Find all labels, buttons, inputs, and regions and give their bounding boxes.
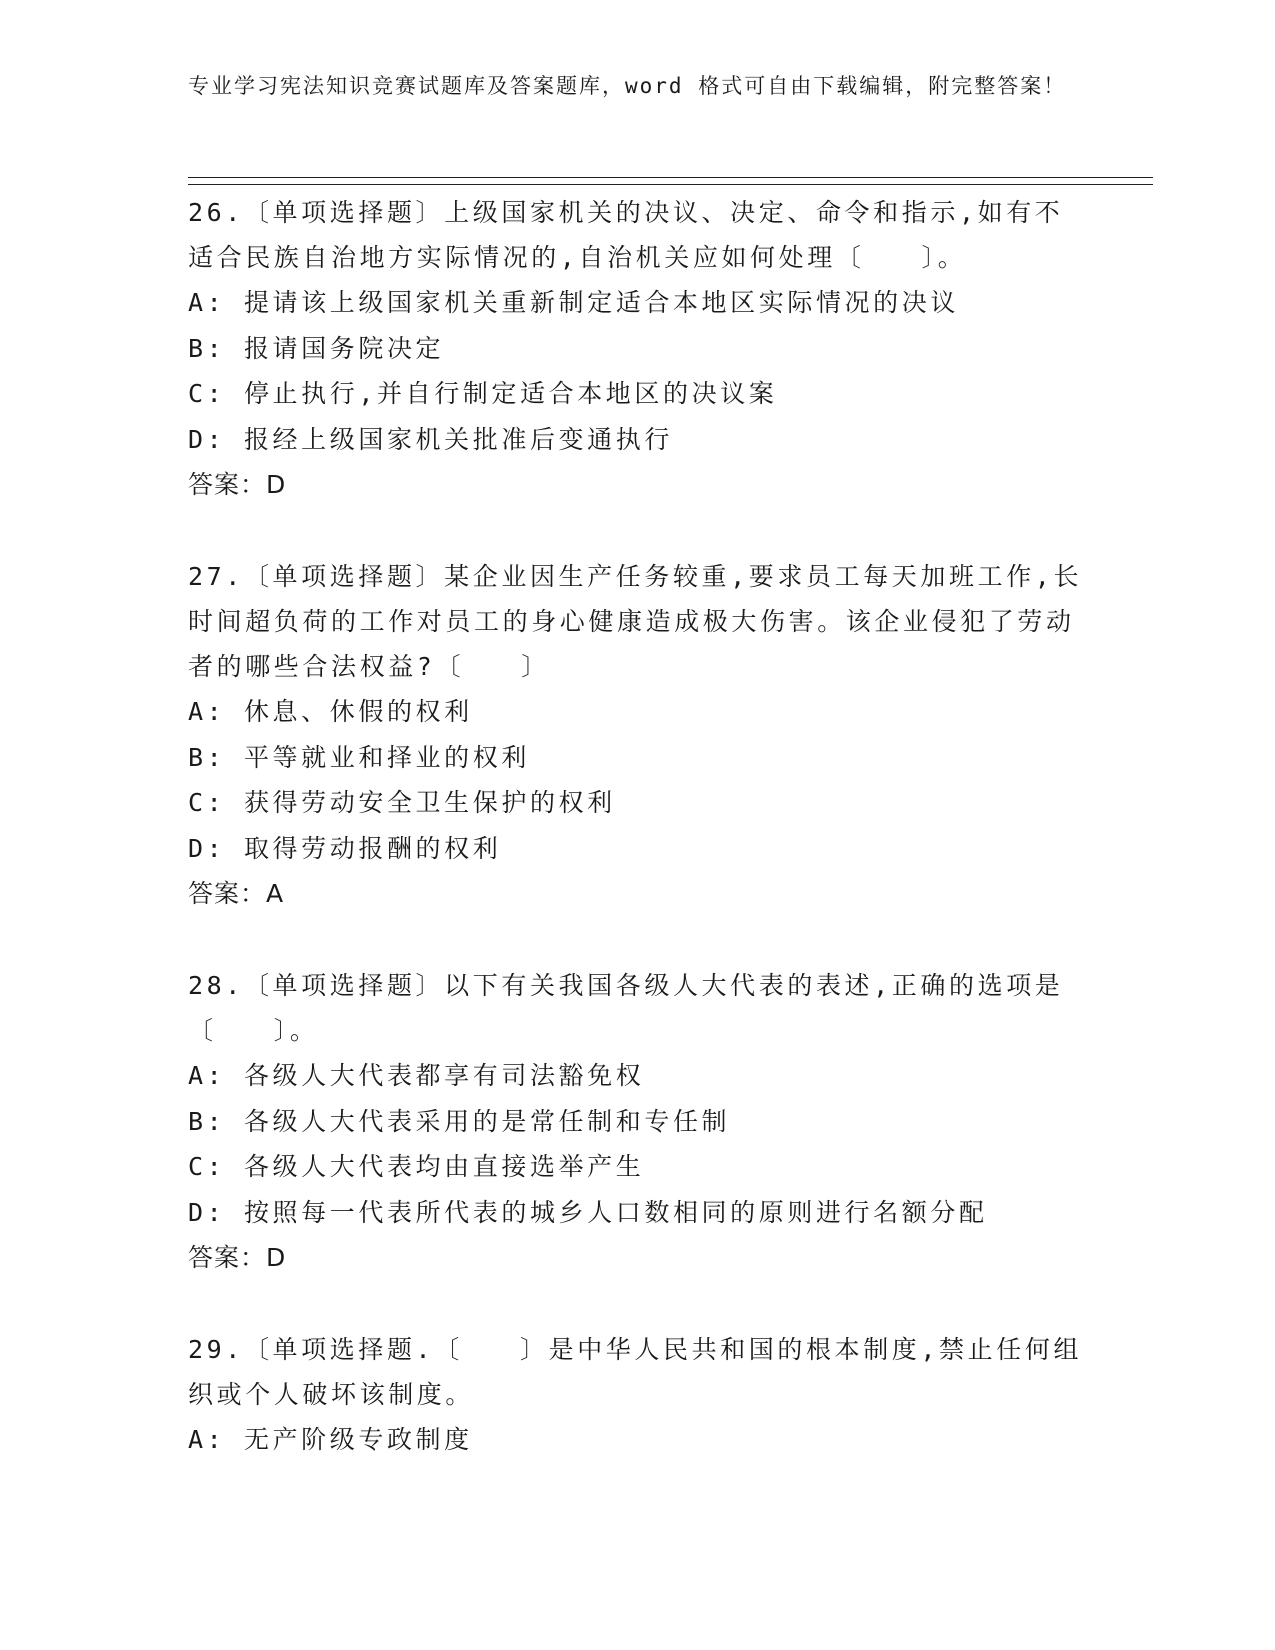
- question-stem: 29.〔单项选择题.〔 〕是中华人民共和国的根本制度,禁止任何组织或个人破坏该制度。: [188, 1335, 1083, 1409]
- question-28: [188, 963, 1088, 1280]
- header-title: 专业学习宪法知识竞赛试题库及答案题库，word 格式可自由下载编辑，附完整答案！: [188, 74, 1067, 98]
- question-stem: 28.〔单项选择题〕以下有关我国各级人大代表的表述,正确的选项是〔 〕。: [188, 971, 1064, 1045]
- question-stem: 27.〔单项选择题〕某企业因生产任务较重,要求员工每天加班工作,长时间超负荷的工作对员工的身心健康造成极大伤害。该企业侵犯了劳动者的哪些合法权益?〔 〕: [188, 562, 1083, 681]
- option-c: C: 获得劳动安全卫生保护的权利: [188, 788, 616, 817]
- answer: 答案：D: [188, 470, 287, 499]
- option-d: D: 报经上级国家机关批准后变通执行: [188, 424, 673, 454]
- header-divider-bottom: [188, 184, 1153, 185]
- answer: 答案：A: [188, 879, 285, 908]
- question-26: [188, 190, 1088, 507]
- option-b: B: 报请国务院决定: [188, 333, 445, 363]
- option-b: B: 各级人大代表采用的是常任制和专任制: [188, 1106, 731, 1136]
- option-b: B: 平等就业和择业的权利: [188, 742, 530, 772]
- option-a: A: 提请该上级国家机关重新制定适合本地区实际情况的决议: [188, 288, 959, 317]
- option-a: A: 各级人大代表都享有司法豁免权: [188, 1061, 645, 1090]
- question-27: [188, 554, 1088, 916]
- option-c: C: 各级人大代表均由直接选举产生: [188, 1152, 645, 1181]
- header-divider-top: [188, 177, 1153, 178]
- option-a: A: 无产阶级专政制度: [188, 1425, 473, 1454]
- option-a: A: 休息、休假的权利: [188, 697, 473, 726]
- option-d: D: 按照每一代表所代表的城乡人口数相同的原则进行名额分配: [188, 1197, 988, 1227]
- option-d: D: 取得劳动报酬的权利: [188, 833, 502, 863]
- header-block: [188, 70, 1068, 102]
- question-list: [188, 190, 1088, 1510]
- question-29: [188, 1327, 1088, 1463]
- answer: 答案：D: [188, 1243, 287, 1272]
- option-c: C: 停止执行,并自行制定适合本地区的决议案: [188, 379, 778, 408]
- question-stem: 26.〔单项选择题〕上级国家机关的决议、决定、命令和指示,如有不适合民族自治地方实际情况的,自治机关应如何处理〔 〕。: [188, 198, 1064, 272]
